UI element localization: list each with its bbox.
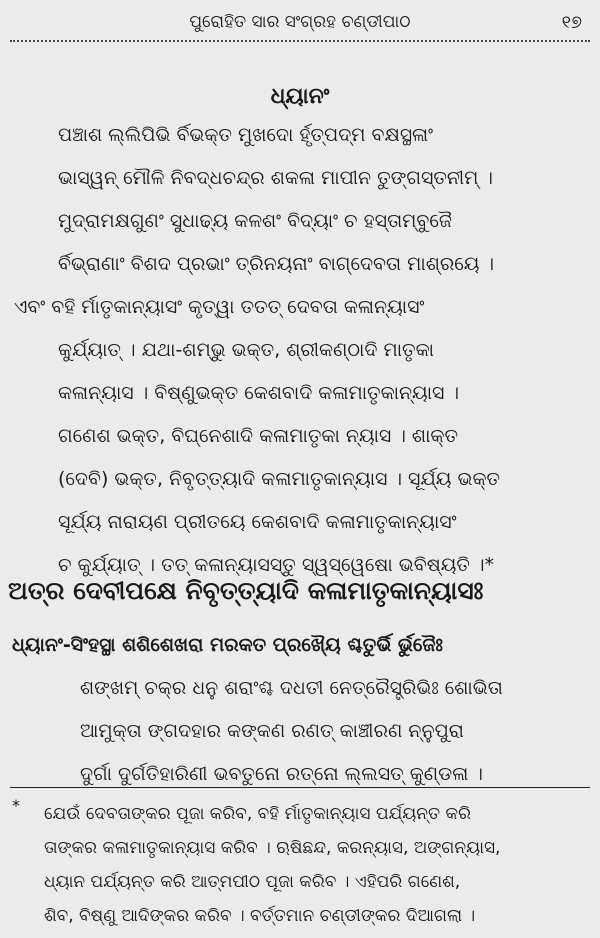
body-line: (ଦେବି) ଭକ୍ତ, ନିବୃତ୍ତ୍ୟାଦି କଳାମାତୃକାନ୍ୟାସ । ସୂର୍ଯ୍ୟ ଭକ୍ତ (58, 468, 501, 490)
body-line: ମୁଦ୍ରାମକ୍ଷଗୁଣଂ ସୁଧାଢ୍ୟ କଳଶଂ ବିଦ୍ୟାଂ ଚ ହସ୍ତାମ୍ବୁଜୈ (58, 210, 452, 232)
body-line: ପଞ୍ଚାଶ ଲ୍ଲିପିଭି ର୍ବିଭକ୍ତ ମୁଖଦୋ ର୍ହୃତ୍ପଦ୍ମ ବକ୍ଷସ୍ଥଳାଂ (58, 124, 433, 146)
footnote-line: ଶିବ, ବିଷ୍ଣୁ ଆଦିଙ୍କର କରିବ । ବର୍ତ୍ତମାନ ଚଣ୍ଡୀଙ୍କର ଦିଆଗଲା । (44, 906, 476, 926)
verse-line: ଶଙ୍ଖମ୍ ଚକ୍ର ଧନୁ ଶରାଂଶ୍ଚ ଦଧତୀ ନେତ୍ରୈସ୍ତ୍ରିଭିଃ ଶୋଭିତା (80, 677, 503, 699)
footnote-marker: * (12, 796, 20, 815)
verse-line: ଆମୁକ୍ତା ଙ୍ଗଦହାର କଙ୍କଣ ରଣତ୍ କାଞ୍ଚୀରଣ ନ୍ନୁପୁରା (80, 720, 464, 742)
body-line: କୁର୍ଯ୍ୟାତ୍ । ଯଥା-ଶମ୍ଭୁ ଭକ୍ତ, ଶ୍ରୀକଣ୍ଠାଦି ମାତୃକା (58, 339, 434, 361)
footnote-line: ଧ୍ୟାନ ପର୍ଯ୍ୟନ୍ତ କରି ଆତ୍ମପୀଠ ପୂଜା କରିବ । ଏହିପରି ଗଣେଶ, (44, 872, 461, 892)
footnote-line: ଯେଉଁ ଦେବତାଙ୍କର ପୂଜା କରିବ, ବହି ର୍ମାତୃକାନ୍ୟାସ ପର୍ଯ୍ୟନ୍ତ କରି (44, 804, 471, 824)
body-line: ଚ କୁର୍ଯ୍ୟାତ୍ । ତତ୍ କଳାନ୍ୟାସସ୍ତୁ ସ୍ୱସ୍ୱେଷୋ ଭବିଷ୍ୟତି ।* (58, 554, 495, 576)
running-title: ପୁରୋହିତ ସାର ସଂଗ୍ରହ ଚଣ୍ଡୀପାଠ (189, 12, 411, 32)
body-line: ଭାସ୍ୱନ୍ ମୌଳି ନିବଦ୍ଧଚନ୍ଦ୍ର ଶକଳା ମାପୀନ ତୁଙ୍ଗସ୍ତନୀମ୍ । (58, 167, 493, 189)
section-heading: ଧ୍ୟାନଂ (270, 84, 330, 109)
page-header (10, 0, 590, 42)
footnote-line: ତାଙ୍କର କଳାମାତୃକାନ୍ୟାସ କରିବ । ଋଷିଛନ୍ଦ, କରନ୍ୟାସ, ଅଙ୍ଗନ୍ୟାସ, (44, 838, 501, 858)
verse-line: ଦୁର୍ଗା ଦୁର୍ଗତିହାରିଣୀ ଭବତୁନୋ ରତ୍ନୋ ଲ୍ଲସତ୍ କୁଣ୍ଡଳା । (80, 763, 483, 785)
page-number: ୧୭ (561, 12, 582, 33)
body-line: ସୂର୍ଯ୍ୟ ନାରାୟଣ ପ୍ରୀତୟେ କେଶବାଦି କଳାମାତୃକାନ୍ୟାସଂ (58, 511, 457, 533)
body-line: ର୍ବିଭ୍ରାଣାଂ ବିଶଦ ପ୍ରଭାଂ ତ୍ରିନୟନାଂ ବାଗ୍‌ଦେବତା ମାଶ୍ରୟେ । (58, 253, 495, 275)
verse-line: ଧ୍ୟାନଂ-ସିଂହସ୍ଥା ଶଶିଶେଖରା ମରକତ ପ୍ରଖ୍ୟୈ ଶ୍ଚତୁର୍ଭି ର୍ଭୁଜୈଃ (12, 634, 443, 656)
footnote-divider (10, 787, 590, 788)
sub-heading: ଅତ୍ର ଦେବୀପକ୍ଷେ ନିବୃତ୍ତ୍ୟାଦି କଳାମାତୃକାନ୍ୟାସଃ (8, 576, 484, 605)
body-line: ଏବଂ ବହି ର୍ମାତୃକାନ୍ୟାସଂ କୃତ୍ୱା ତତତ୍ ଦେବତା କଳାନ୍ୟାସଂ (14, 296, 425, 318)
body-line: କଳାନ୍ୟାସ । ବିଷ୍ଣୁଭକ୍ତ କେଶବାଦି କଳାମାତୃକାନ୍ୟାସ । (58, 382, 460, 404)
body-line: ଗଣେଶ ଭକ୍ତ, ବିଘ୍ନେଶାଦି କଳାମାତୃକା ନ୍ୟାସ । ଶାକ୍ତ (58, 425, 458, 447)
